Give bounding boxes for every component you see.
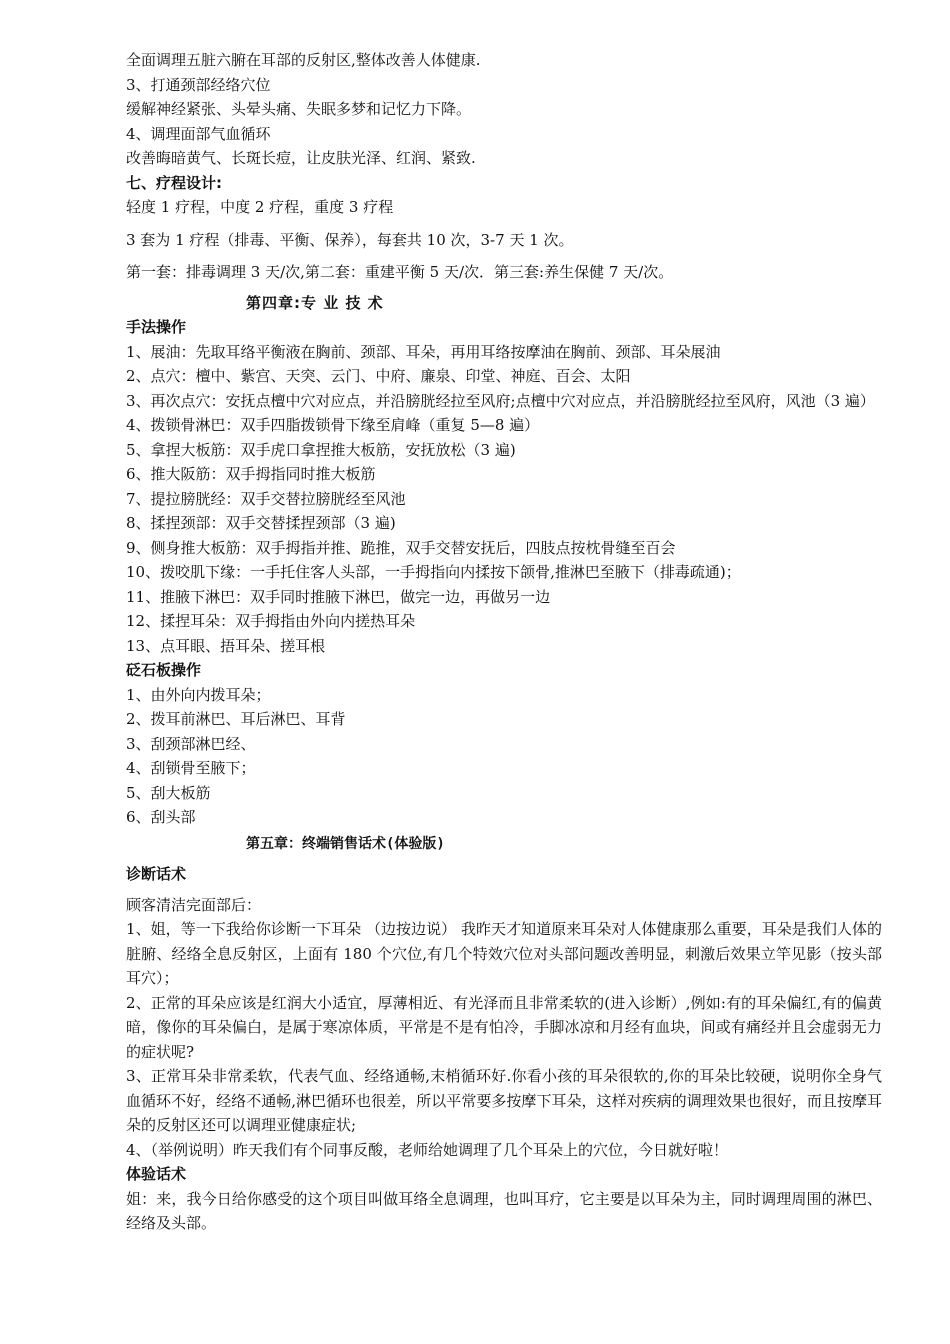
list-item: 3、正常耳朵非常柔软，代表气血、经络通畅,末梢循环好.你看小孩的耳朵很软的,你的耳朵比较硬，说明你全身气血循环不好，经络不通畅,淋巴循环也很差，所以平常要多按摩下耳朵，这样对疾病的调理效果也很好，而且按摩耳朵的反射区还可以调理亚健康症状;	[126, 1067, 882, 1134]
list-item: 11、推腋下淋巴：双手同时推腋下淋巴，做完一边，再做另一边	[126, 587, 551, 606]
section-heading: 体验话术	[126, 1165, 187, 1183]
list-item: 5、拿捏大板筋：双手虎口拿捏推大板筋，安抚放松（3 遍)	[126, 440, 516, 459]
chapter-title: 第五章：终端销售话术(体验版)	[246, 835, 445, 852]
list-item: 5、刮大板筋	[126, 783, 211, 802]
intro-item-desc: 改善晦暗黄气、长斑长痘，让皮肤光泽、红润、紧致.	[126, 149, 476, 167]
section-heading: 手法操作	[126, 318, 187, 336]
intro-item-title: 3、打通颈部经络穴位	[126, 75, 271, 94]
intro-item-desc: 缓解神经紧张、头晕头痛、失眠多梦和记忆力下降。	[126, 100, 472, 118]
list-item: 1、展油：先取耳络平衡液在胸前、颈部、耳朵，再用耳络按摩油在胸前、颈部、耳朵展油	[126, 342, 721, 361]
list-item: 7、提拉膀胱经：双手交替拉膀胱经至风池	[126, 489, 406, 508]
list-item: 10、拨咬肌下缘：一手托住客人头部，一手拇指向内揉按下颌骨,推淋巴至腋下（排毒疏通)；	[126, 563, 741, 581]
list-item: 2、拨耳前淋巴、耳后淋巴、耳背	[126, 710, 346, 728]
manual-steps-list	[126, 340, 882, 659]
course-line: 3 套为 1 疗程（排毒、平衡、保养），每套共 10 次，3-7 天 1 次。	[126, 230, 574, 249]
list-item: 6、刮头部	[126, 808, 196, 826]
chapter-title: 第四章:专 业 技 术	[246, 293, 384, 312]
list-item: 2、点穴：檀中、紫宫、天突、云门、中府、廉泉、印堂、神庭、百会、太阳	[126, 367, 631, 385]
list-item: 3、再次点穴：安抚点檀中穴对应点，并沿膀胱经拉至风府;点檀中穴对应点，并沿膀胱经拉至风府，风池（3 遍）	[126, 391, 875, 410]
paragraph: 姐：来，我今日给你感受的这个项目叫做耳络全息调理，也叫耳疗，它主要是以耳朵为主，同时调理周围的淋巴、经络及头部。	[126, 1189, 882, 1232]
list-item: 1、姐，等一下我给你诊断一下耳朵 （边按边说） 我昨天才知道原来耳朵对人体健康那么重要，耳朵是我们人体的脏腑、经络全息反射区，上面有 180 个穴位,有几个特效穴位对头部问题改善明显，刺激后效果立竿见影（按头部耳穴）；	[126, 920, 882, 987]
section-heading: 诊断话术	[126, 865, 187, 883]
diagnosis-items	[126, 917, 882, 1162]
intro-line: 全面调理五脏六腑在耳部的反射区,整体改善人体健康.	[126, 51, 481, 69]
list-item: 2、正常的耳朵应该是红润大小适宜，厚薄相近、有光泽而且非常柔软的(进入诊断）,例如:有的耳朵偏红,有的偏黄暗，像你的耳朵偏白，是属于寒凉体质，平常是不是有怕冷，手脚冰凉和月经有血块，间或有痛经并且会虚弱无力的症状呢?	[126, 993, 882, 1061]
course-line: 轻度 1 疗程，中度 2 疗程，重度 3 疗程	[126, 198, 394, 216]
list-item: 9、侧身推大板筋：双手拇指并推、跪推，双手交替安抚后，四肢点按枕骨缝至百会	[126, 538, 676, 557]
list-item: 4、拨锁骨淋巴：双手四脂拨锁骨下缘至肩峰（重复 5—8 遍）	[126, 416, 540, 434]
course-heading: 七、疗程设计:	[126, 173, 222, 192]
list-item: 12、揉捏耳朵：双手拇指由外向内搓热耳朵	[126, 612, 416, 630]
course-line: 第一套：排毒调理 3 天/次,第二套：重建平衡 5 天/次．第三套:养生保健 7 天/次。	[126, 263, 674, 281]
intro-item-title: 4、调理面部气血循环	[126, 124, 271, 143]
section-heading: 砭石板操作	[126, 661, 202, 679]
list-item: 1、由外向内拨耳朵；	[126, 685, 271, 704]
stone-steps-list	[126, 683, 882, 830]
list-item: 4、（举例说明）昨天我们有个同事反酸，老师给她调理了几个耳朵上的穴位，今日就好啦！	[126, 1140, 729, 1159]
paragraph-intro: 顾客清洁完面部后：	[126, 895, 262, 914]
list-item: 13、点耳眼、捂耳朵、搓耳根	[126, 636, 326, 655]
list-item: 4、刮锁骨至腋下；	[126, 759, 256, 777]
list-item: 3、刮颈部淋巴经、	[126, 734, 256, 753]
list-item: 8、揉捏颈部：双手交替揉捏颈部（3 遍)	[126, 514, 396, 532]
list-item: 6、推大阪筋：双手拇指同时推大板筋	[126, 465, 376, 483]
document-page	[126, 48, 882, 1236]
